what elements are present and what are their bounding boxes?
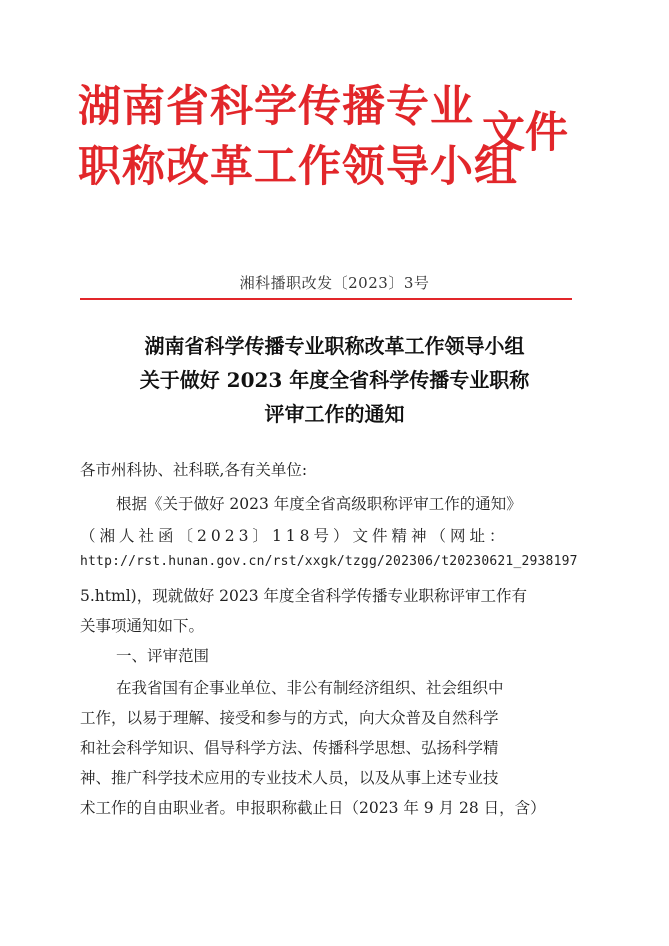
- paragraph-line: 5.html)，现就做好 2023 年度全省科学传播专业职称评审工作有: [80, 587, 528, 605]
- salutation: 各市州科协、社科联,各有关单位:: [80, 461, 308, 479]
- issuer-suffix-wenjian: 文件: [482, 108, 568, 158]
- document-title-line3: 评审工作的通知: [264, 402, 405, 426]
- paragraph-line: 关事项通知如下。: [80, 617, 205, 635]
- document-title-line1: 湖南省科学传播专业职称改革工作领导小组: [144, 334, 525, 358]
- paragraph-line: 在我省国有企事业单位、非公有制经济组织、社会组织中: [116, 679, 504, 697]
- issuer-name-line2: 职称改革工作领导小组: [78, 142, 518, 192]
- section-heading: 一、评审范围: [116, 647, 210, 665]
- document-title-line2: 关于做好 2023 年度全省科学传播专业职称: [139, 368, 530, 392]
- issuer-name-line1: 湖南省科学传播专业: [78, 82, 474, 132]
- paragraph-line: 术工作的自由职业者。申报职称截止日（2023 年 9 月 28 日，含）: [80, 799, 546, 817]
- paragraph-line: 神、推广科学技术应用的专业技术人员，以及从事上述专业技: [80, 769, 499, 787]
- paragraph-line: 根据《关于做好 2023 年度全省高级职称评审工作的通知》: [116, 495, 522, 513]
- document-number: 湘科播职改发〔2023〕3号: [239, 274, 430, 292]
- url-line: http://rst.hunan.gov.cn/rst/xxgk/tzgg/202306/t20230621_2938197: [80, 554, 578, 569]
- paragraph-line: 工作，以易于理解、接受和参与的方式，向大众普及自然科学: [80, 709, 499, 727]
- red-divider-line: [80, 298, 572, 300]
- paragraph-line: （湘人社函〔2023〕118号）文件精神（网址：: [80, 527, 509, 545]
- paragraph-line: 和社会科学知识、倡导科学方法、传播科学思想、弘扬科学精: [80, 739, 499, 757]
